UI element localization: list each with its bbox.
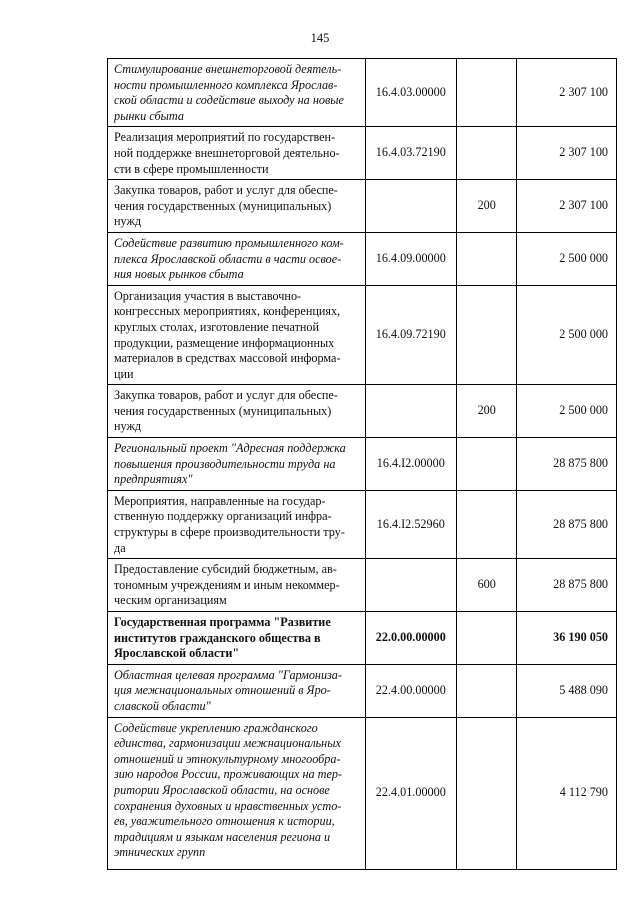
- classification-code-cell: [365, 385, 457, 438]
- amount-cell: 2 500 000: [517, 385, 617, 438]
- classification-code-cell: 16.4.03.72190: [365, 127, 457, 180]
- item-name-line: нужд: [114, 214, 142, 229]
- item-name-cell: [108, 490, 366, 558]
- classification-code-cell: 16.4.I2.00000: [365, 438, 457, 491]
- expense-type-cell: 200: [457, 385, 517, 438]
- item-name-cell: [108, 59, 366, 127]
- item-name-cell: [108, 232, 366, 285]
- item-name-cell: [108, 385, 366, 438]
- item-name-line: зию народов России, проживающих на тер-: [114, 767, 343, 782]
- amount-cell: 28 875 800: [517, 438, 617, 491]
- item-name-line: Стимулирование внешнеторговой деятель-: [114, 62, 342, 76]
- item-name-line: Содействие укреплению гражданского: [114, 720, 318, 735]
- item-name-line: чения государственных (муниципальных): [114, 198, 332, 213]
- item-name-line: предприятиях": [114, 472, 193, 487]
- item-name-line: ности промышленного комплекса Ярослав-: [114, 77, 338, 92]
- item-name-line: Мероприятия, направленные на государ-: [114, 493, 326, 508]
- table-row: [108, 438, 617, 491]
- item-name-line: ции: [114, 366, 134, 381]
- table-row: [108, 490, 617, 558]
- amount-cell: 28 875 800: [517, 559, 617, 612]
- item-name-line: ритории Ярославской области, на основе: [114, 782, 330, 797]
- item-name-line: отношений и этнокультурному многообра-: [114, 751, 341, 766]
- item-name-line: ческим организациям: [114, 593, 227, 608]
- classification-code-cell: 16.4.I2.52960: [365, 490, 457, 558]
- classification-code-cell: [365, 180, 457, 233]
- budget-table-body: [108, 59, 617, 870]
- table-row: [108, 612, 617, 665]
- item-name-line: рынки сбыта: [114, 108, 184, 123]
- table-row: [108, 717, 617, 869]
- classification-code-cell: 16.4.09.00000: [365, 232, 457, 285]
- amount-cell: 2 307 100: [517, 127, 617, 180]
- classification-code-cell: 22.0.00.00000: [365, 612, 457, 665]
- expense-type-cell: [457, 490, 517, 558]
- table-row: [108, 285, 617, 385]
- item-name-cell: [108, 180, 366, 233]
- budget-table: [107, 58, 617, 870]
- classification-code-cell: 22.4.00.00000: [365, 664, 457, 717]
- amount-cell: 36 190 050: [517, 612, 617, 665]
- table-row: [108, 180, 617, 233]
- item-name-line: традициям и языкам населения региона и: [114, 829, 331, 844]
- amount-cell: 5 488 090: [517, 664, 617, 717]
- item-name-line: ской области и содействие выходу на новые: [114, 93, 344, 108]
- expense-type-cell: [457, 127, 517, 180]
- page-number: 145: [310, 31, 330, 45]
- expense-type-cell: [457, 59, 517, 127]
- amount-cell: 2 307 100: [517, 59, 617, 127]
- item-name-cell: [108, 664, 366, 717]
- expense-type-cell: 600: [457, 559, 517, 612]
- expense-type-cell: 200: [457, 180, 517, 233]
- classification-code-cell: [365, 559, 457, 612]
- item-name-line: да: [114, 540, 126, 555]
- table-row: [108, 232, 617, 285]
- item-name-line: славской области": [114, 698, 211, 713]
- item-name-line: конгрессных мероприятиях, конференциях,: [114, 304, 341, 319]
- amount-cell: 2 307 100: [517, 180, 617, 233]
- item-name-line: институтов гражданского общества в: [114, 630, 321, 645]
- classification-code-cell: 16.4.03.00000: [365, 59, 457, 127]
- item-name-line: Закупка товаров, работ и услуг для обеспе-: [114, 183, 338, 198]
- expense-type-cell: [457, 232, 517, 285]
- item-name-cell: [108, 285, 366, 385]
- item-name-line: тономным учреждениям и иным некоммер-: [114, 577, 340, 592]
- item-name-line: Ярославской области": [114, 646, 240, 661]
- amount-cell: 28 875 800: [517, 490, 617, 558]
- item-name-line: Областная целевая программа "Гармониза-: [114, 667, 342, 682]
- expense-type-cell: [457, 717, 517, 869]
- item-name-line: структуры в сфере производительности тру-: [114, 525, 345, 540]
- item-name-cell: [108, 559, 366, 612]
- item-name-line: ев, уважительного отношения к истории,: [114, 814, 335, 829]
- item-name-line: ственную поддержку организаций инфра-: [114, 509, 332, 524]
- item-name-line: сохранения духовных и нравственных усто-: [114, 798, 342, 813]
- expense-type-cell: [457, 438, 517, 491]
- amount-cell: 2 500 000: [517, 232, 617, 285]
- item-name-line: плекса Ярославской области в части освое-: [114, 251, 342, 266]
- classification-code-cell: 16.4.09.72190: [365, 285, 457, 385]
- expense-type-cell: [457, 664, 517, 717]
- item-name-line: Содействие развитию промышленного ком-: [114, 235, 344, 250]
- item-name-line: нужд: [114, 419, 142, 434]
- table-row: [108, 385, 617, 438]
- item-name-line: Закупка товаров, работ и услуг для обеспе-: [114, 388, 338, 403]
- item-name-line: Предоставление субсидий бюджетным, ав-: [114, 562, 337, 577]
- item-name-line: ния новых рынков сбыта: [114, 267, 244, 282]
- table-row: [108, 559, 617, 612]
- item-name-line: единства, гармонизации межнациональных: [114, 736, 341, 751]
- item-name-line: круглых столах, изготовление печатной: [114, 319, 320, 334]
- table-row: [108, 127, 617, 180]
- item-name-line: повышения производительности труда на: [114, 456, 336, 471]
- item-name-line: сти в сфере промышленности: [114, 161, 269, 176]
- amount-cell: 2 500 000: [517, 285, 617, 385]
- expense-type-cell: [457, 612, 517, 665]
- item-name-line: ция межнациональных отношений в Яро-: [114, 683, 331, 698]
- item-name-line: материалов в средствах массовой информа-: [114, 351, 341, 366]
- item-name-cell: [108, 127, 366, 180]
- expense-type-cell: [457, 285, 517, 385]
- item-name-line: ной поддержке внешнеторговой деятельно-: [114, 145, 340, 160]
- item-name-line: этнических групп: [114, 845, 206, 860]
- item-name-line: Региональный проект "Адресная поддержка: [114, 441, 346, 456]
- item-name-line: Организация участия в выставочно-: [114, 288, 302, 303]
- item-name-line: Реализация мероприятий по государствен-: [114, 130, 336, 145]
- table-row: [108, 59, 617, 127]
- classification-code-cell: 22.4.01.00000: [365, 717, 457, 869]
- table-row: [108, 664, 617, 717]
- amount-cell: 4 112 790: [517, 717, 617, 869]
- item-name-line: чения государственных (муниципальных): [114, 403, 332, 418]
- item-name-cell: [108, 438, 366, 491]
- item-name-cell: [108, 612, 366, 665]
- item-name-cell: [108, 717, 366, 869]
- item-name-line: продукции, размещение информационных: [114, 335, 335, 350]
- item-name-line: Государственная программа "Развитие: [114, 615, 331, 629]
